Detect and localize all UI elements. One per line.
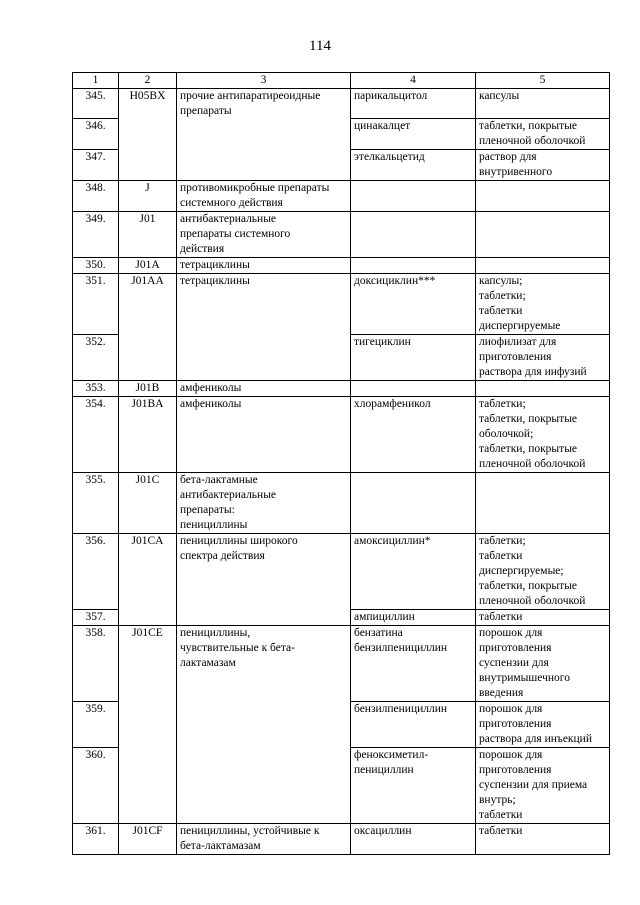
cell-text-line: пенициллин xyxy=(354,764,414,776)
table-row xyxy=(73,181,610,212)
dosage-form xyxy=(476,534,610,610)
atc-code: J01 xyxy=(119,212,177,258)
pharmacological-group xyxy=(177,258,351,274)
cell-text-line: оболочкой; xyxy=(479,428,534,440)
cell-text-line: таблетки; xyxy=(479,290,526,302)
cell-text-line: приготовления xyxy=(479,764,552,776)
cell-text-line: чувствительные к бета- xyxy=(180,642,295,654)
table-row xyxy=(73,534,610,610)
pharmacological-group xyxy=(177,626,351,824)
cell-text-line: приготовления xyxy=(479,718,552,730)
cell-text-line: таблетки xyxy=(479,550,523,562)
cell-text-line: прочие антипаратиреоидные xyxy=(180,90,321,102)
drug-name xyxy=(351,473,476,534)
cell-text-line: тетрациклины xyxy=(180,275,250,287)
pharmacological-group xyxy=(177,181,351,212)
row-number: 345. xyxy=(73,89,119,119)
cell-text-line: действия xyxy=(180,243,225,255)
cell-text-line: пенициллины, устойчивые к xyxy=(180,825,320,837)
cell-text-line: доксициклин*** xyxy=(354,275,436,287)
column-header: 3 xyxy=(177,73,351,89)
cell-text-line: парикальцитол xyxy=(354,90,428,102)
cell-text-line: капсулы xyxy=(479,90,520,102)
cell-text-line: диспергируемые; xyxy=(479,565,564,577)
pharmacological-group xyxy=(177,89,351,181)
atc-code: J01BA xyxy=(119,397,177,473)
pharmacological-group xyxy=(177,274,351,381)
cell-text-line: раствора для инъекций xyxy=(479,733,592,745)
cell-text-line: порошок для xyxy=(479,627,543,639)
cell-text-line: диспергируемые xyxy=(479,320,561,332)
row-number: 360. xyxy=(73,748,119,824)
dosage-form xyxy=(476,381,610,397)
row-number: 352. xyxy=(73,335,119,381)
dosage-form xyxy=(476,258,610,274)
cell-text-line: амфениколы xyxy=(180,398,242,410)
dosage-form xyxy=(476,473,610,534)
cell-text-line: лактамазам xyxy=(180,657,236,669)
cell-text-line: внутрь; xyxy=(479,794,516,806)
dosage-form xyxy=(476,702,610,748)
row-number: 351. xyxy=(73,274,119,335)
atc-code: J01CE xyxy=(119,626,177,824)
row-number: 358. xyxy=(73,626,119,702)
dosage-form xyxy=(476,335,610,381)
pharmacological-group xyxy=(177,534,351,626)
drug-name xyxy=(351,748,476,824)
row-number: 353. xyxy=(73,381,119,397)
dosage-form xyxy=(476,397,610,473)
table-row xyxy=(73,824,610,855)
cell-text-line: бензилпенициллин xyxy=(354,642,448,654)
dosage-form xyxy=(476,748,610,824)
cell-text-line: препараты xyxy=(180,105,232,117)
dosage-form xyxy=(476,119,610,150)
cell-text-line: таблетки, покрытые xyxy=(479,413,578,425)
atc-code: J01CA xyxy=(119,534,177,626)
row-number: 347. xyxy=(73,150,119,181)
cell-text-line: антибактериальные xyxy=(180,213,277,225)
drug-name xyxy=(351,335,476,381)
cell-text-line: пенициллины xyxy=(180,519,248,531)
table-row xyxy=(73,212,610,258)
drug-name xyxy=(351,381,476,397)
cell-text-line: бензилпенициллин xyxy=(354,703,448,715)
drug-name xyxy=(351,150,476,181)
row-number: 350. xyxy=(73,258,119,274)
cell-text-line: оксациллин xyxy=(354,825,412,837)
cell-text-line: цинакалцет xyxy=(354,120,411,132)
row-number: 349. xyxy=(73,212,119,258)
row-number: 355. xyxy=(73,473,119,534)
cell-text-line: введения xyxy=(479,687,524,699)
cell-text-line: бета-лактамные xyxy=(180,474,258,486)
dosage-form xyxy=(476,89,610,119)
table-row xyxy=(73,274,610,335)
cell-text-line: амфениколы xyxy=(180,382,242,394)
cell-text-line: феноксиметил- xyxy=(354,749,429,761)
column-header: 5 xyxy=(476,73,610,89)
cell-text-line: бензатина xyxy=(354,627,403,639)
drug-name xyxy=(351,626,476,702)
drug-name xyxy=(351,534,476,610)
cell-text-line: пленочной оболочкой xyxy=(479,458,586,470)
row-number: 361. xyxy=(73,824,119,855)
cell-text-line: таблетки xyxy=(479,825,523,837)
pharmacological-group xyxy=(177,212,351,258)
row-number: 356. xyxy=(73,534,119,610)
cell-text-line: тетрациклины xyxy=(180,259,250,271)
table-header-row xyxy=(73,73,610,89)
pharmacological-group xyxy=(177,473,351,534)
cell-text-line: пленочной оболочкой xyxy=(479,135,586,147)
table-row xyxy=(73,381,610,397)
drug-name xyxy=(351,119,476,150)
cell-text-line: спектра действия xyxy=(180,550,265,562)
pharmacological-group xyxy=(177,381,351,397)
column-header: 4 xyxy=(351,73,476,89)
cell-text-line: раствора для инфузий xyxy=(479,366,587,378)
row-number: 346. xyxy=(73,119,119,150)
dosage-form xyxy=(476,626,610,702)
drug-name xyxy=(351,274,476,335)
cell-text-line: капсулы; xyxy=(479,275,523,287)
atc-code: H05BX xyxy=(119,89,177,181)
atc-code: J01C xyxy=(119,473,177,534)
cell-text-line: таблетки, покрытые xyxy=(479,120,578,132)
cell-text-line: пенициллины широкого xyxy=(180,535,298,547)
atc-code: J01CF xyxy=(119,824,177,855)
column-header: 2 xyxy=(119,73,177,89)
atc-code: J01A xyxy=(119,258,177,274)
cell-text-line: ампициллин xyxy=(354,611,415,623)
cell-text-line: приготовления xyxy=(479,351,552,363)
cell-text-line: пенициллины, xyxy=(180,627,251,639)
cell-text-line: препараты: xyxy=(180,504,235,516)
cell-text-line: приготовления xyxy=(479,642,552,654)
dosage-form xyxy=(476,212,610,258)
cell-text-line: таблетки, покрытые xyxy=(479,443,578,455)
table-row xyxy=(73,473,610,534)
table-row xyxy=(73,397,610,473)
page-number: 114 xyxy=(309,38,331,54)
dosage-form xyxy=(476,610,610,626)
table-row xyxy=(73,89,610,119)
table-row xyxy=(73,258,610,274)
pharmacological-group xyxy=(177,824,351,855)
cell-text-line: внутримышечного xyxy=(479,672,570,684)
dosage-form xyxy=(476,274,610,335)
cell-text-line: внутривенного xyxy=(479,166,553,178)
table-row xyxy=(73,626,610,702)
dosage-form xyxy=(476,824,610,855)
cell-text-line: таблетки xyxy=(479,305,523,317)
drug-name xyxy=(351,397,476,473)
atc-code: J01AA xyxy=(119,274,177,381)
drug-name xyxy=(351,824,476,855)
cell-text-line: бета-лактамазам xyxy=(180,840,261,852)
cell-text-line: антибактериальные xyxy=(180,489,277,501)
cell-text-line: суспензии для xyxy=(479,657,549,669)
cell-text-line: лиофилизат для xyxy=(479,336,557,348)
drug-table xyxy=(72,72,610,855)
atc-code: J01B xyxy=(119,381,177,397)
pharmacological-group xyxy=(177,397,351,473)
cell-text-line: таблетки, покрытые xyxy=(479,580,578,592)
cell-text-line: таблетки; xyxy=(479,398,526,410)
dosage-form xyxy=(476,181,610,212)
cell-text-line: раствор для xyxy=(479,151,537,163)
cell-text-line: противомикробные препараты xyxy=(180,182,330,194)
cell-text-line: порошок для xyxy=(479,749,543,761)
drug-name xyxy=(351,181,476,212)
cell-text-line: порошок для xyxy=(479,703,543,715)
cell-text-line: хлорамфеникол xyxy=(354,398,431,410)
cell-text-line: амоксициллин* xyxy=(354,535,431,547)
row-number: 359. xyxy=(73,702,119,748)
cell-text-line: суспензии для приема xyxy=(479,779,588,791)
cell-text-line: пленочной оболочкой xyxy=(479,595,586,607)
atc-code: J xyxy=(119,181,177,212)
cell-text-line: препараты системного xyxy=(180,228,291,240)
drug-name xyxy=(351,89,476,119)
cell-text-line: этелкальцетид xyxy=(354,151,425,163)
cell-text-line: тигециклин xyxy=(354,336,411,348)
row-number: 354. xyxy=(73,397,119,473)
dosage-form xyxy=(476,150,610,181)
drug-name xyxy=(351,702,476,748)
drug-name xyxy=(351,610,476,626)
cell-text-line: таблетки xyxy=(479,611,523,623)
row-number: 348. xyxy=(73,181,119,212)
cell-text-line: таблетки; xyxy=(479,535,526,547)
row-number: 357. xyxy=(73,610,119,626)
drug-name xyxy=(351,212,476,258)
column-header: 1 xyxy=(73,73,119,89)
table-body xyxy=(73,89,610,855)
cell-text-line: системного действия xyxy=(180,197,283,209)
drug-name xyxy=(351,258,476,274)
cell-text-line: таблетки xyxy=(479,809,523,821)
